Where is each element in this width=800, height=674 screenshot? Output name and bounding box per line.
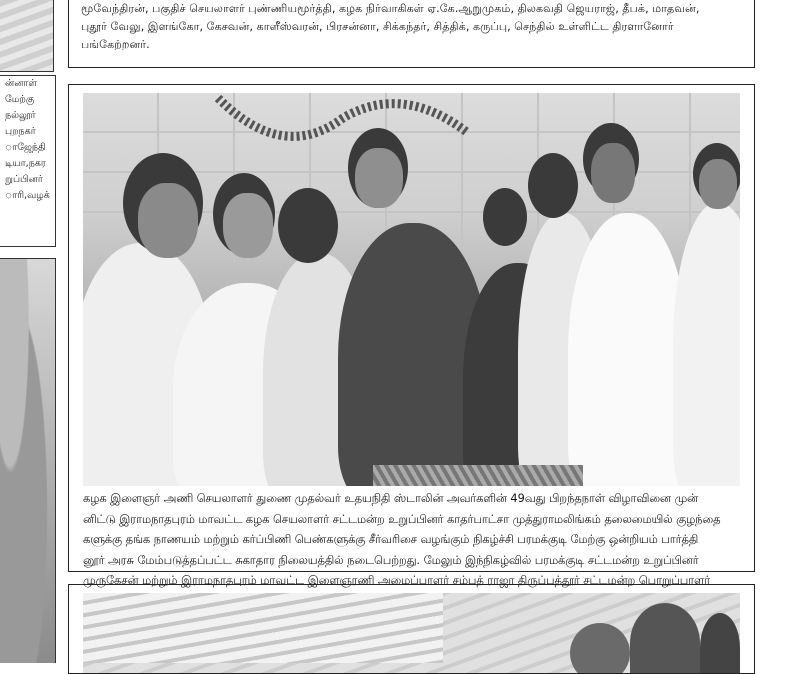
event-photo bbox=[83, 93, 740, 486]
table-surface bbox=[373, 465, 583, 486]
fragment-line: றுப்பினர் bbox=[5, 174, 43, 185]
photo-roof bbox=[83, 593, 443, 663]
fragment-line: டியா,நகர bbox=[5, 158, 46, 169]
main-article bbox=[68, 84, 755, 588]
fragment-line: ாஜேந்தி bbox=[5, 142, 46, 153]
person-head bbox=[483, 188, 527, 246]
left-photo-top bbox=[0, 0, 54, 72]
next-article-photo bbox=[83, 593, 740, 673]
fragment-line: ன்னாள் bbox=[5, 78, 37, 89]
caption-line: கழக இளைஞர் அணி செயலாளர் துணை முதல்வர் உதயநிதி ஸ்டாலின் அவர்களின் 49வது பிறந்தநாள் விழாவினை முன் bbox=[83, 492, 698, 505]
flower-garland bbox=[213, 93, 473, 153]
caption-line: புதூர் வேலு, இளங்கோ, கேசவன், காளீஸ்வரன், பிரசன்னா, சிக்கந்தர், சித்திக், கருப்பு, செந்தில் உள்ளிட்ட திரளானோர் bbox=[81, 20, 674, 33]
left-text-fragment bbox=[0, 75, 56, 247]
fragment-line: நல்லூர் bbox=[5, 110, 36, 121]
next-article bbox=[68, 584, 755, 674]
person-head bbox=[278, 188, 338, 263]
left-column-fragments bbox=[0, 0, 58, 663]
caption-line: பங்கேற்றனர். bbox=[81, 38, 150, 51]
person-figure bbox=[570, 623, 630, 674]
person-figure bbox=[568, 213, 688, 486]
previous-article-caption bbox=[68, 0, 755, 68]
person-face bbox=[355, 148, 403, 208]
person-head bbox=[528, 153, 578, 218]
caption-line: மூவேந்திரன், பகுதிச் செயலாளர் புண்ணியமூர்த்தி, கழக நிர்வாகிகள் ஏ.கே.ஆறுமுகம், திலகவதி ஜெயராஜ், தீபக், மாதவன், bbox=[81, 2, 700, 15]
fragment-line: புறநகர் bbox=[5, 126, 36, 137]
fragment-line: ாரி,வழக் bbox=[5, 190, 50, 201]
caption-line: முருகேசன் மற்றும் இராமநாதபுரம் மாவட்ட இளைஞரணி அமைப்பாளர் சம்பத் ராஜா திருப்பத்தூர் சட்டமன்ற பொறுப்பாளர் bbox=[83, 574, 711, 588]
caption-line: களுக்கு தங்க நாணயம் மற்றும் கர்ப்பிணி பெண்களுக்கு சீர்வரிசை வழங்கும் நிகழ்ச்சி பரமக்குடி மேற்கு ஒன்றியம் பார்த்தி bbox=[83, 533, 699, 547]
person-face bbox=[138, 183, 198, 258]
person-face bbox=[591, 143, 635, 203]
person-face bbox=[699, 159, 737, 209]
left-photo-bottom bbox=[0, 258, 56, 663]
caption-line: னிட்டு இராமநாதபுரம் மாவட்ட கழக செயலாளர் சட்டமன்ற உறுப்பினர் காதர்பாட்சா முத்துராமலிங்கம் தலைமையில் குழந்தை bbox=[83, 512, 721, 526]
fragment-line: மேற்கு bbox=[5, 94, 35, 105]
caption-line: னூர் அரசு மேம்படுத்தப்பட்ட சுகாதார நிலையத்தில் நடைபெற்றது. மேலும் இந்நிகழ்வில் பரமக்குடி சட்டமன்ற உறுப்பினர் bbox=[83, 553, 699, 567]
person-figure bbox=[700, 613, 740, 674]
person-face bbox=[223, 193, 273, 258]
person-figure bbox=[630, 603, 700, 674]
